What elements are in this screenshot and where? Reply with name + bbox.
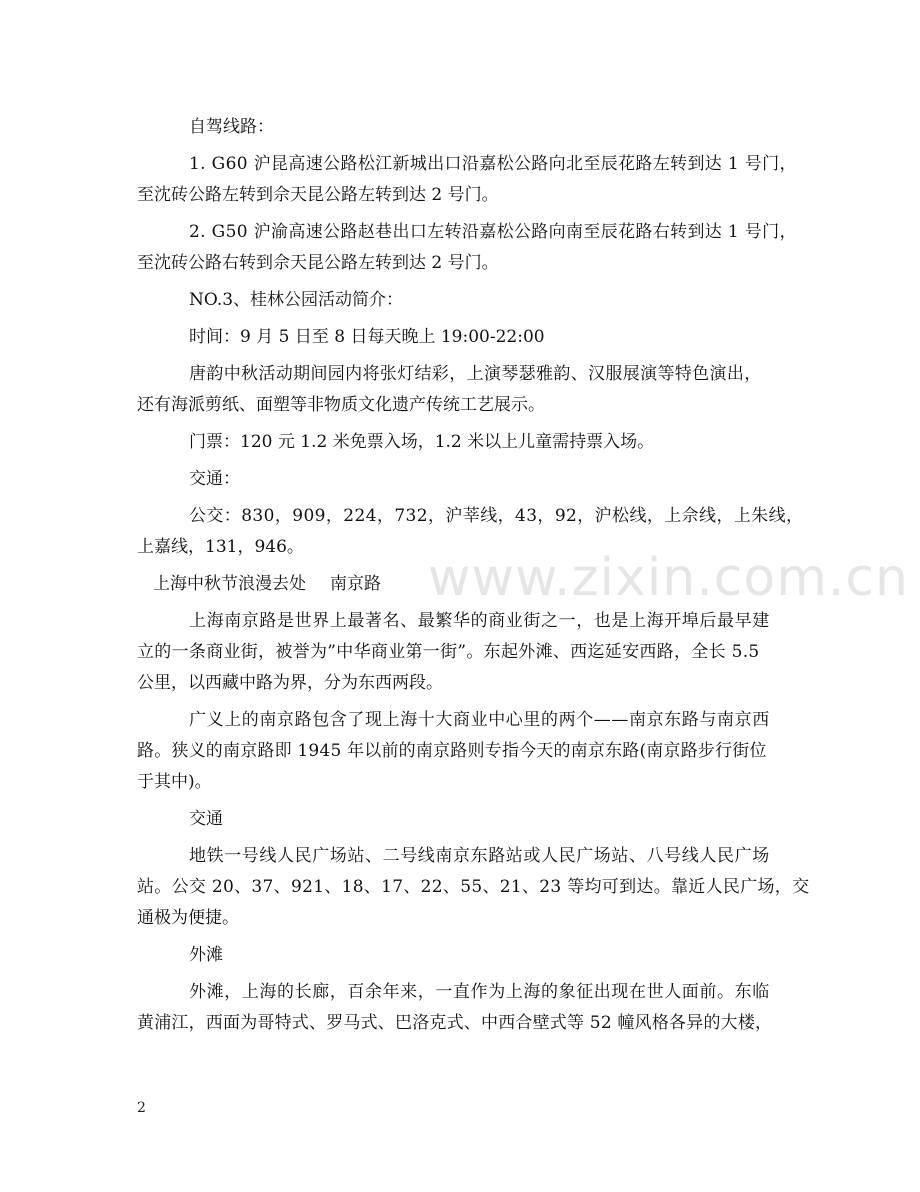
paragraph-route-1: [137, 149, 797, 180]
paragraph-activity: [137, 359, 787, 390]
text-line: 上嘉线，131，946。: [137, 537, 304, 557]
paragraph-ticket: [137, 427, 787, 458]
text-line: 黄浦江，西面为哥特式、罗马式、巴洛克式、中西合壁式等 52 幢风格各异的大楼，: [137, 1013, 773, 1033]
text-line: 时间：9 月 5 日至 8 日每天晚上 19:00-22:00: [189, 327, 545, 347]
paragraph-guilin-title: [137, 285, 787, 316]
text-line: 还有海派剪纸、面塑等非物质文化遗产传统工艺展示。: [137, 395, 545, 415]
text-line: 公里，以西藏中路为界，分为东西两段。: [137, 673, 443, 693]
section-heading-left: 上海中秋节浪漫去处: [153, 574, 306, 594]
watermark: www.zixin.com.cn: [428, 548, 909, 608]
text-line: 外滩，上海的长廊，百余年来，一直作为上海的象征出现在世人面前。东临: [189, 982, 770, 1002]
paragraph-route-2: [137, 217, 797, 248]
text-line: 立的一条商业街，被誉为”中华商业第一街”。东起外滩、西迄延安西路，全长 5.5: [137, 642, 760, 662]
paragraph-route-1-cont: [137, 180, 787, 211]
text-line: 自驾线路：: [189, 117, 274, 137]
text-line: 上海南京路是世界上最著名、最繁华的商业街之一，也是上海开埠后最早建: [189, 611, 770, 631]
paragraph-bus: [137, 501, 804, 532]
paragraph-metro-cont: [137, 872, 810, 903]
paragraph-nanjing-intro: [137, 606, 787, 637]
paragraph-bund-title: [137, 940, 787, 971]
paragraph-nanjing-broad: [137, 705, 787, 736]
paragraph-metro-cont2: [137, 903, 787, 934]
paragraph-nanjing-intro-cont: [137, 637, 787, 668]
text-line: 于其中)。: [137, 772, 212, 792]
text-line: 至沈砖公路左转到佘天昆公路左转到达 2 号门。: [137, 185, 499, 205]
text-line: 通极为便捷。: [137, 908, 239, 928]
text-line: 2. G50 沪渝高速公路赵巷出口左转沿嘉松公路向南至辰花路右转到达 1 号门，: [189, 222, 797, 242]
text-line: 广义上的南京路包含了现上海十大商业中心里的两个——南京东路与南京西: [189, 710, 770, 730]
section-heading-right: 南京路: [330, 574, 381, 594]
text-line: 门票：120 元 1.2 米免票入场，1.2 米以上儿童需持票入场。: [189, 432, 655, 452]
text-line: NO.3、桂林公园活动简介：: [189, 290, 404, 310]
text-line: 交通：: [189, 469, 240, 489]
text-line: 公交：830，909，224，732，沪莘线，43，92，沪松线，上佘线，上朱线，: [189, 506, 804, 526]
text-line: 至沈砖公路右转到佘天昆公路左转到达 2 号门。: [137, 253, 499, 273]
text-line: 交通: [189, 809, 223, 829]
paragraph-bund-cont: [137, 1008, 787, 1039]
paragraph-nanjing-broad-cont: [137, 736, 787, 767]
paragraph-metro: [137, 841, 787, 872]
paragraph-time: [137, 322, 787, 353]
paragraph-activity-cont: [137, 390, 787, 421]
paragraph-transport-2-title: [137, 804, 787, 835]
text-line: 唐韵中秋活动期间园内将张灯结彩，上演琴瑟雅韵、汉服展演等特色演出，: [189, 364, 762, 384]
paragraph-bund: [137, 977, 787, 1008]
paragraph-nanjing-broad-cont2: [137, 767, 787, 798]
text-line: 路。狭义的南京路即 1945 年以前的南京路则专指今天的南京东路(南京路步行街位: [137, 741, 767, 761]
paragraph-transport-title: [137, 464, 787, 495]
paragraph-self-drive-title: [137, 112, 787, 143]
page-number: 2: [137, 1100, 146, 1116]
text-line: 站。公交 20、37、921、18、17、22、55、21、23 等均可到达。靠近人民广场，交: [137, 877, 810, 897]
text-line: 1. G60 沪昆高速公路松江新城出口沿嘉松公路向北至辰花路左转到达 1 号门，: [189, 154, 797, 174]
paragraph-nanjing-intro-cont2: [137, 668, 787, 699]
text-line: 地铁一号线人民广场站、二号线南京东路站或人民广场站、八号线人民广场: [189, 846, 770, 866]
text-line: 外滩: [189, 945, 223, 965]
paragraph-route-2-cont: [137, 248, 787, 279]
